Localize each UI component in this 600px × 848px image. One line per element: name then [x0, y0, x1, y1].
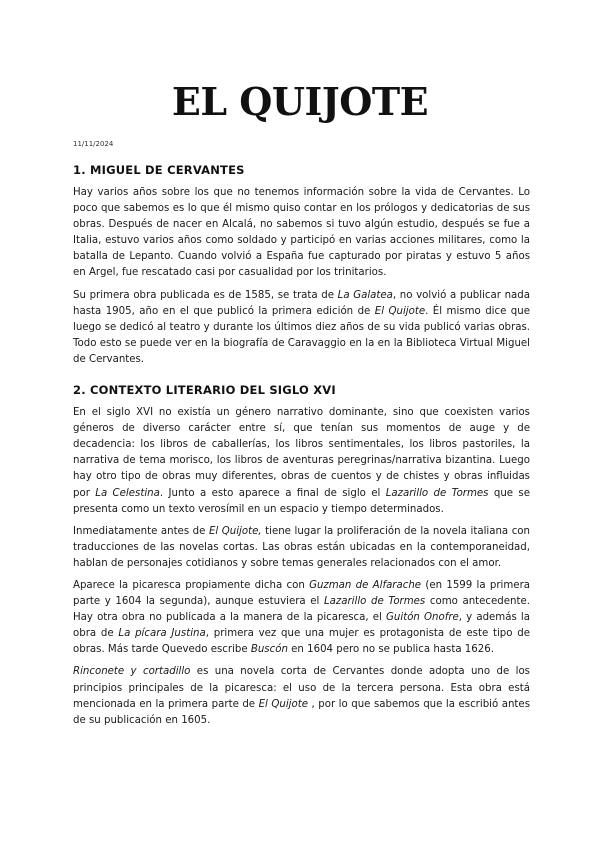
work-title: Guitón Onofre — [386, 612, 459, 624]
work-title: El Quijote — [258, 698, 309, 710]
work-title: El Quijote, — [208, 525, 262, 537]
paragraph: Aparece la picaresca propiamente dicha con Guzman de Alfarache (en 1599 la primera parte y 1604 la segunda), aunque estuviera el Lazarillo de Tormes como antecedente. Hay otra obra no publicada a la manera de la picaresca, el Guitón Onofre, y además la obra de La pícara Justina, primera vez que una mujer es protagonista de este tipo de obras. Más tarde Quevedo escribe Buscón en 1604 pero no se publica hasta 1626. — [73, 579, 531, 656]
work-title: La Celestina — [95, 487, 160, 499]
work-title: Guzman de Alfarache — [309, 579, 422, 591]
document-date: 11/11/2024 — [73, 140, 114, 148]
work-title: Buscón — [250, 644, 288, 656]
paragraph: Su primera obra publicada es de 1585, se trata de La Galatea, no volvió a publicar nada hasta 1905, año en el que publicó la primera edición de El Quijote. Él mismo dice que luego se dedicó al teatro y durante los últimos diez años de su vida publicó varias obras. Todo esto se puede ver en la biografía de Caravaggio en la en la Biblioteca Virtual Miguel de Cervantes. — [73, 289, 530, 365]
document-body — [73, 163, 530, 735]
work-title: El Quijote — [374, 305, 426, 317]
work-title: Lazarillo de Tormes — [385, 487, 489, 499]
section-heading: 2. CONTEXTO LITERARIO DEL SIGLO XVI — [73, 383, 336, 398]
document-title: EL QUIJOTE — [171, 79, 429, 124]
work-title: La Galatea — [337, 289, 393, 301]
paragraph: Rinconete y cortadillo es una novela corta de Cervantes donde adopta uno de los principios principales de la picaresca: el uso de la tercera persona. Esta obra está mencionada en la primera parte de El Quijote , por lo que sabemos que la escribió antes de su publicación en 1605. — [73, 666, 531, 726]
section-miguel-de-cervantes — [73, 163, 530, 368]
paragraph: Hay varios años sobre los que no tenemos información sobre la vida de Cervantes. Lo poco que sabemos es lo que él mismo quiso contar en los prólogos y dedicatorias de sus obras. Después de nacer en Alcalá, no sabemos si tuvo algún estudio, después se fue a Italia, estuvo varios años como soldado y participó en varias acciones militares, como la batalla de Lepanto. Cuando volvió a España fue capturado por piratas y estuvo 5 años en Argel, fue rescatado casi por casualidad por los trinitarios. — [73, 187, 530, 279]
work-title: Lazarillo de Tormes — [323, 596, 426, 608]
paragraph: En el siglo XVI no existía un género narrativo dominante, sino que coexisten varios géneros de diverso carácter entre sí, que tenían sus momentos de auge y de decadencia: los libros de caballerías, los libros sentimentales, los libros pastoriles, la narrativa de tema morisco, los libros de aventuras peregrinas/narrativa bizantina. Luego hay otro tipo de obras muy diferentes, obras de cuentos y de chistes y obras influidas por La Celestina. Junto a esto aparece a final de siglo el Lazarillo de Tormes que se presenta como un texto verosímil en un espacio y tiempo determinados. — [73, 407, 530, 515]
work-title: Rinconete y cortadillo — [73, 666, 191, 678]
section-contexto-literario — [73, 383, 530, 729]
section-heading: 1. MIGUEL DE CERVANTES — [73, 163, 245, 177]
work-title: La pícara Justina — [118, 628, 206, 640]
paragraph: Inmediatamente antes de El Quijote, tiene lugar la proliferación de la novela italiana con traducciones de las novelas cortas. Las obras están ubicadas en la contemporaneidad, hablan de personajes cotidianos y sobre temas generales relacionados con el amor. — [73, 525, 530, 569]
